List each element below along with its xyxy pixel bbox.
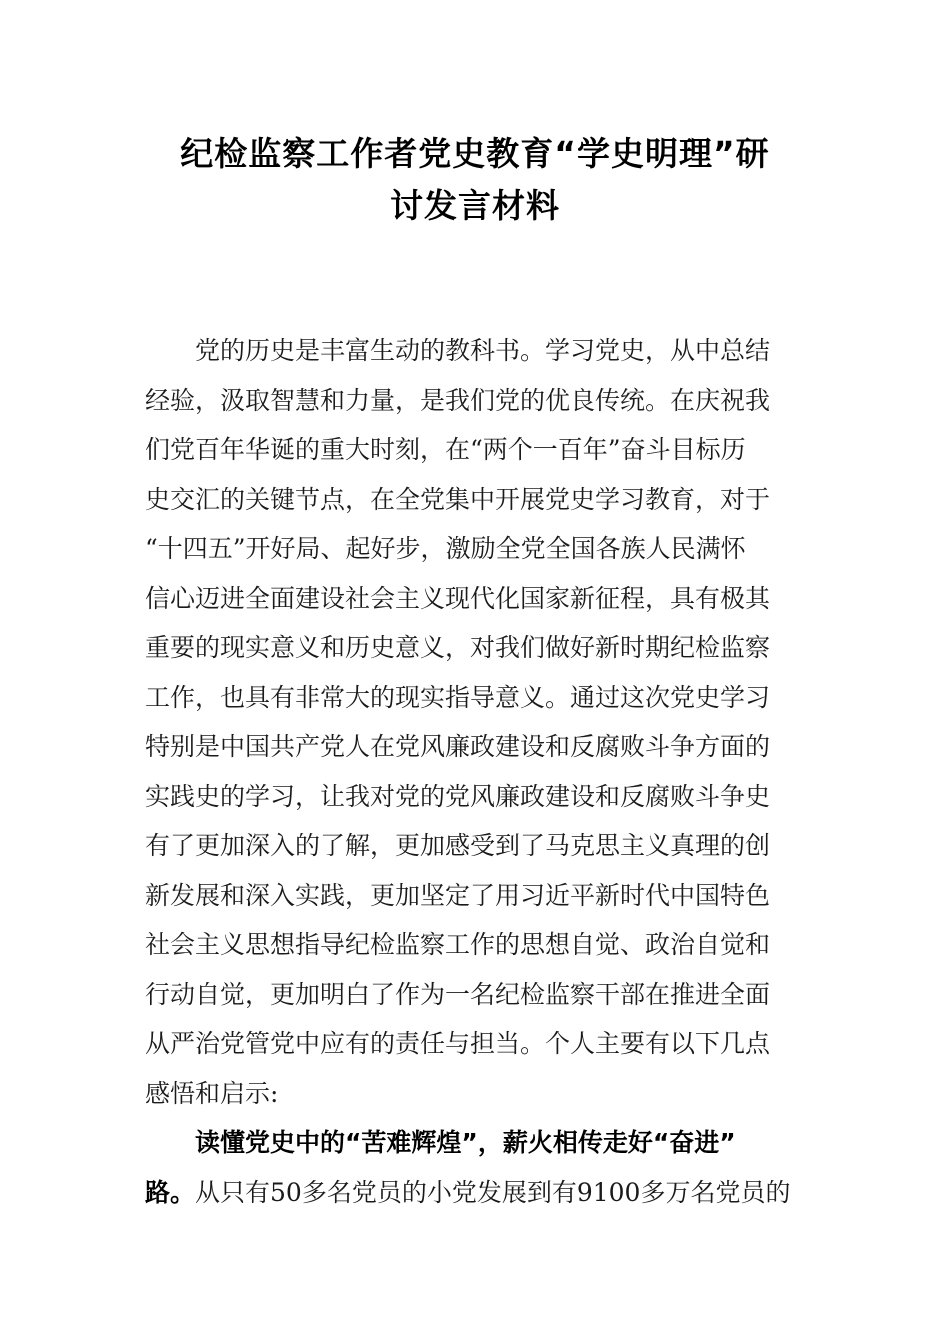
paragraph-text: 从只有50多名党员的小党发展到有9100多万名党员的	[195, 1177, 791, 1207]
paragraph-line: 实践史的学习，让我对党的党风廉政建设和反腐败斗争史	[145, 781, 771, 811]
paragraph-line: 新发展和深入实践，更加坚定了用习近平新时代中国特色	[145, 880, 771, 910]
paragraph-line: 史交汇的关键节点，在全党集中开展党史学习教育，对于	[145, 484, 771, 514]
paragraph-line: 行动自觉，更加明白了作为一名纪检监察干部在推进全面	[145, 979, 771, 1009]
paragraph-line: 社会主义思想指导纪检监察工作的思想自觉、政治自觉和	[145, 930, 771, 959]
paragraph-line: 特别是中国共产党人在党风廉政建设和反腐败斗争方面的	[145, 732, 771, 761]
paragraph-line: 从严治党管党中应有的责任与担当。个人主要有以下几点	[145, 1029, 771, 1058]
paragraph-line: 经验，汲取智慧和力量，是我们党的优良传统。在庆祝我	[145, 385, 771, 415]
title-line-2: 讨发言材料	[390, 186, 560, 225]
document-body	[145, 326, 805, 1217]
paragraph-line	[145, 1168, 805, 1218]
paragraph-line: 们党百年华诞的重大时刻，在“两个一百年”奋斗目标历	[145, 435, 746, 464]
paragraph-line: 信心迈进全面建设社会主义现代化国家新征程，具有极其	[145, 583, 771, 613]
section-heading: 读懂党史中的“苦难辉煌”，薪火相传走好“奋进”	[195, 1128, 736, 1157]
paragraph-line: 工作，也具有非常大的现实指导意义。通过这次党史学习	[145, 682, 771, 712]
paragraph-line: 重要的现实意义和历史意义，对我们做好新时期纪检监察	[145, 633, 771, 662]
document-title	[130, 128, 820, 232]
paragraph-line: 感悟和启示:	[145, 1078, 279, 1108]
section-heading-end: 路。	[145, 1177, 196, 1207]
paragraph-line: “十四五”开好局、起好步，激励全党全国各族人民满怀	[145, 534, 746, 563]
title-line-1: 纪检监察工作者党史教育“学史明理”研	[180, 134, 770, 173]
paragraph-line: 党的历史是丰富生动的教科书。学习党史，从中总结	[195, 336, 771, 365]
paragraph-line: 有了更加深入的了解，更加感受到了马克思主义真理的创	[145, 831, 771, 860]
